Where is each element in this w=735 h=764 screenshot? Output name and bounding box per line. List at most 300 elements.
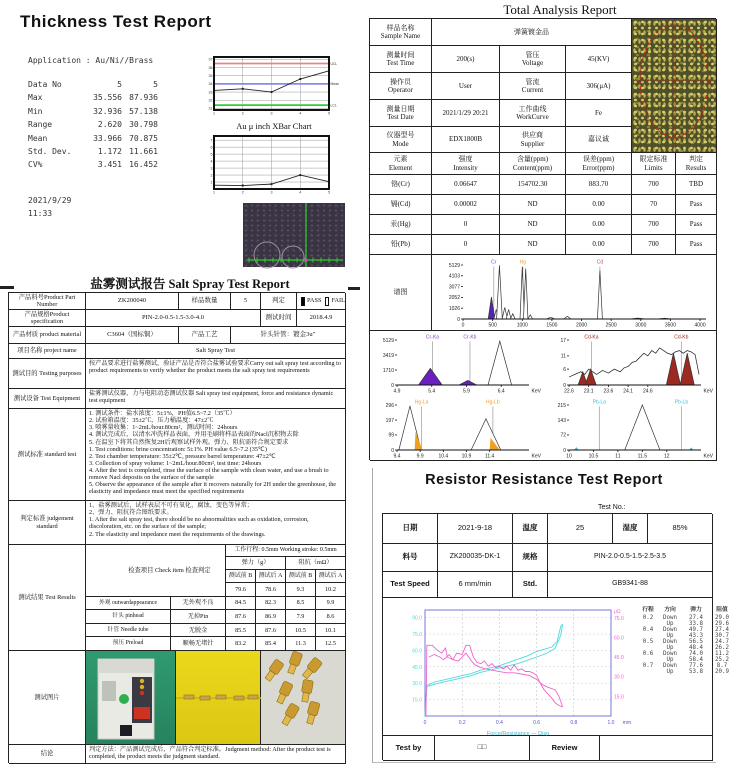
testby-value: □□ (435, 736, 530, 761)
data-row: Up 33.8 29.6 (666, 621, 729, 627)
svg-text:6: 6 (563, 366, 566, 373)
data-row: Up 53.8 20.9 (666, 669, 729, 675)
data-header-cell: 行程 (642, 607, 654, 613)
info-value-cell: 306(μA) (566, 73, 632, 100)
purpose-label: 测试目的 Testing purposes (9, 359, 86, 389)
svg-text:0: 0 (423, 720, 427, 726)
process-label: 产品工艺 (179, 327, 231, 344)
check-judge-cell: 无掉Pin (171, 610, 226, 624)
svg-text:3419: 3419 (382, 352, 394, 359)
resistor-curves-chart (397, 602, 633, 738)
impedance-group-header: 阻抗（mΩ） (286, 557, 346, 570)
element-value-cell: 70 (632, 195, 676, 215)
divider-dash-left (0, 286, 14, 289)
svg-text:LCL: LCL (330, 103, 337, 108)
data-row: 0.7 Down 77.6 8.7 (642, 663, 728, 669)
judgement-line: 1. After the salt spray test, there should be no abnormalities such as oxidation, corrosion, discoloration, etc. on the surface of the sample; (89, 516, 309, 531)
standard-line: 1. 测试条件：盐水浓度：5±1%，PH值6.5~7.2（35℃） (89, 410, 236, 417)
info-label-cell: 样品名称 Sample Name (370, 19, 432, 46)
result-value-cell: 87.6 (256, 624, 286, 638)
data-header-cell: 方向 (664, 607, 676, 613)
check-item-cell: 针头 pinhead (86, 610, 171, 624)
sub-header-cell: 测试后 A (316, 570, 346, 583)
data-row: Up 43.3 30.7 (666, 633, 729, 639)
standard-line: 5. Observe the appearance of the sample after it recovers naturally for 2H under the greenhouse, the elasticity and impedance must meet the specified requirements (89, 481, 337, 496)
thickness-report-time: 11:33 (28, 209, 53, 218)
svg-text:0: 0 (563, 447, 566, 454)
standard-line: 2. 试验箱温度：35±2℃，压力桶温度：47±2℃ (89, 417, 214, 425)
data-header-cell: 阻值 (716, 607, 728, 613)
check-judge-header: 检查判定 (171, 545, 226, 597)
info-value-cell: 2021/1/29 20:21 (432, 100, 500, 127)
stat-row: Max 35.556 87.936 (28, 93, 158, 103)
svg-text:Pb-Lb: Pb-Lb (674, 399, 689, 405)
stat-row: Mean 33.966 70.875 (28, 133, 158, 143)
result-value-cell: 83.2 (226, 637, 256, 651)
svg-text:9.9: 9.9 (416, 453, 424, 459)
element-value-cell: Pass (676, 195, 717, 215)
svg-text:32: 32 (208, 98, 213, 103)
review-value (600, 736, 713, 761)
process-value: 针头针管：镀金3u" (231, 327, 346, 344)
svg-text:37: 37 (208, 57, 213, 62)
info-label-cell: 管压 Voltage (500, 46, 566, 73)
info-label-cell: 仪器型号 Mode (370, 127, 432, 153)
svg-text:0.2: 0.2 (458, 720, 466, 726)
check-judge-cell: 无脱金 (171, 624, 226, 638)
element-value-cell: 0.00 (566, 215, 632, 235)
svg-text:5: 5 (328, 111, 330, 116)
element-value-cell: 154702.30 (500, 175, 566, 195)
svg-text:1: 1 (213, 111, 215, 116)
info-label-cell: 工作曲线 WorkCurve (500, 100, 566, 127)
svg-text:Force/Resistance — Disp: Force/Resistance — Disp (486, 731, 550, 737)
element-value-cell: 700 (632, 235, 676, 255)
element-header-cell: 限定标准 Limits (632, 153, 676, 175)
result-value-cell: 9.9 (316, 597, 346, 611)
element-value-cell: 700 (632, 175, 676, 195)
stat-row: Min 32.936 57.138 (28, 106, 158, 116)
svg-text:KeV: KeV (531, 453, 541, 459)
project-label: 项目名称 project name (9, 344, 86, 359)
result-value-cell: 11.3 (286, 637, 316, 651)
svg-text:72: 72 (560, 432, 566, 439)
application-line: Application : Au/Ni//Brass (28, 56, 154, 65)
project-value: Salt Spray Test (86, 344, 346, 359)
svg-text:45.0: 45.0 (412, 664, 422, 671)
check-item-cell: 针管 Needle tube (86, 624, 171, 638)
info-label-cell: 供应商 Supplier (500, 127, 566, 153)
svg-text:11: 11 (615, 453, 621, 459)
element-value-cell: 883.70 (566, 175, 632, 195)
result-value-cell: 10.5 (286, 624, 316, 638)
svg-text:mm: mm (622, 720, 631, 726)
standard-line: 1. Test conditions: brine concentration: 5±1%. PH value 6.5~7.2 (35℃) (89, 445, 267, 453)
svg-text:0.8: 0.8 (570, 720, 578, 726)
thickness-stats-table (28, 80, 158, 174)
standard-line: 4. 测试完成后，以清水冲洗样品表面，并用毛刷将样品表面的Nacl沉积物去除 (89, 431, 299, 439)
svg-text:2000: 2000 (575, 322, 587, 328)
conclusion-text: 判定方法：产品测试完成后，产品符合判定标准。Judgment method: After the product test is completed, the product meets the judgment standard. (86, 745, 346, 764)
svg-text:500: 500 (487, 322, 497, 328)
data-row: 0.6 Down 74.0 11.2 (642, 651, 729, 657)
part-number-label: 产品料号Product Part Number (9, 293, 86, 310)
date-value: 2021-9-18 (438, 514, 513, 544)
result-value-cell: 87.6 (226, 610, 256, 624)
svg-text:296: 296 (385, 402, 394, 409)
svg-text:Cr-Kb: Cr-Kb (463, 334, 477, 341)
xbar-chart-title: Au μ inch XBar Chart (236, 121, 312, 131)
check-judge-cell: 顺畅无堵针 (171, 637, 226, 651)
stat-row: CV% 3.451 16.452 (28, 160, 158, 170)
resistor-report-title: Resistor Resistance Test Report (425, 472, 663, 488)
svg-text:1026: 1026 (448, 305, 460, 312)
stroke-header: 工作行程: 0.5mm Working stroke: 0.5mm (226, 545, 346, 557)
temp-value: 25 (548, 514, 613, 544)
humidity-value: 85% (648, 514, 713, 544)
main-spectrum-chart (432, 255, 717, 331)
svg-text:15.0: 15.0 (614, 694, 624, 701)
svg-text:KeV: KeV (531, 388, 541, 395)
result-value-cell: 78.6 (256, 583, 286, 597)
svg-text:2: 2 (210, 173, 213, 178)
svg-text:197: 197 (385, 417, 394, 424)
svg-text:34: 34 (208, 82, 213, 87)
svg-text:3000: 3000 (634, 322, 646, 328)
element-value-cell: 0 (432, 215, 500, 235)
element-value-cell: 0.00 (566, 235, 632, 255)
svg-text:1: 1 (213, 190, 215, 195)
svg-text:99: 99 (388, 432, 394, 439)
svg-text:3: 3 (210, 166, 213, 171)
svg-text:5129: 5129 (448, 262, 460, 269)
data-row: Up 58.4 25.2 (666, 657, 729, 663)
xbar-range-chart (203, 133, 347, 197)
svg-text:4.9: 4.9 (393, 388, 401, 395)
conclusion-label: 结论 (9, 745, 86, 764)
svg-text:7: 7 (210, 138, 213, 143)
date-label: 日期 (383, 514, 438, 544)
fail-checkbox-icon[interactable] (325, 297, 329, 306)
testby-label: Test by (383, 736, 435, 761)
svg-text:1: 1 (210, 180, 213, 185)
svg-text:36: 36 (208, 65, 213, 70)
svg-text:0.4: 0.4 (495, 720, 503, 726)
element-value-cell: 0 (432, 235, 500, 255)
svg-text:5129: 5129 (382, 337, 394, 344)
std-value: GB9341-88 (548, 572, 713, 598)
svg-text:10.5: 10.5 (588, 453, 599, 459)
element-name-cell: 铬(Cr) (370, 175, 432, 195)
sub-header-cell: 测试前 B (286, 570, 316, 583)
svg-text:2052: 2052 (448, 294, 460, 301)
microscope-image (243, 203, 345, 267)
temp-label: 温度 (513, 514, 548, 544)
cr-spectrum-chart (371, 331, 543, 395)
std-label: Std. (513, 572, 548, 598)
data-row: Up 48.4 26.2 (666, 645, 729, 651)
sub-header-cell: 测试前 B (226, 570, 256, 583)
pn-value: ZK200035-DK-1 (438, 544, 513, 572)
xbar-mean-chart (203, 54, 347, 118)
svg-text:5.4: 5.4 (428, 388, 436, 395)
result-value-cell: 84.5 (226, 597, 256, 611)
svg-text:31: 31 (208, 106, 213, 111)
pictures-label: 测试图片 (9, 651, 86, 745)
svg-text:9.4: 9.4 (393, 453, 401, 459)
svg-text:μΩ: μΩ (614, 609, 621, 615)
info-label-cell: 管流 Current (500, 73, 566, 100)
svg-text:Hg: Hg (519, 259, 526, 265)
svg-text:Cr-Ka: Cr-Ka (425, 334, 439, 341)
results-label: 测试结果 Test Results (9, 545, 86, 651)
element-value-cell: ND (500, 195, 566, 215)
element-header-cell: 误差(ppm) Error(ppm) (566, 153, 632, 175)
result-value-cell: 86.9 (256, 610, 286, 624)
svg-text:Cd-Ka: Cd-Ka (584, 334, 599, 341)
qty-label: 样品数量 (179, 293, 231, 310)
svg-text:Cr: Cr (490, 259, 496, 265)
svg-text:75.0: 75.0 (412, 632, 422, 639)
svg-text:5: 5 (328, 190, 330, 195)
sub-header-cell: 测试后 A (256, 570, 286, 583)
svg-text:10: 10 (566, 453, 572, 459)
element-header-cell: 含量(ppm) Content(ppm) (500, 153, 566, 175)
svg-text:90.0: 90.0 (412, 615, 422, 622)
svg-text:0: 0 (563, 382, 566, 389)
svg-text:3500: 3500 (664, 322, 676, 328)
svg-text:10.9: 10.9 (461, 453, 472, 459)
svg-text:4: 4 (299, 111, 302, 116)
pass-fail-cell (297, 293, 346, 310)
total-report-title: Total Analysis Report (503, 2, 617, 17)
svg-text:1710: 1710 (382, 367, 394, 374)
svg-text:23.6: 23.6 (603, 388, 614, 395)
standard-line: 2. Test chamber temperature: 35±2℃, pressure barrel temperature: 47±2℃ (89, 452, 276, 460)
standard-line: 3. Collection of spray volume: 1~2mL/hour.80cm², test time: 24hours (89, 459, 262, 467)
data-row: 0.4 Down 49.7 27.4 (642, 627, 729, 633)
info-value-cell: 200(s) (432, 46, 500, 73)
review-label: Review (530, 736, 600, 761)
material-value: C3604（国标铜） (86, 327, 179, 344)
svg-text:24.6: 24.6 (642, 388, 653, 395)
svg-text:Pb-La: Pb-La (592, 399, 606, 405)
total-analysis-table (369, 18, 716, 460)
svg-text:Hg-La: Hg-La (414, 399, 429, 405)
element-header-cell: 元素 Element (370, 153, 432, 175)
svg-text:15.0: 15.0 (412, 697, 422, 704)
pass-label: PASS (306, 297, 322, 305)
stat-row: Std. Dev. 1.172 11.661 (28, 146, 158, 156)
info-value-cell: Fe (566, 100, 632, 127)
svg-text:24.1: 24.1 (623, 388, 633, 395)
svg-text:60.0: 60.0 (614, 635, 624, 642)
element-name-cell: 汞(Hg) (370, 215, 432, 235)
element-value-cell: 0.00002 (432, 195, 500, 215)
result-value-cell: 10.2 (316, 583, 346, 597)
svg-text:1500: 1500 (545, 322, 557, 328)
element-value-cell: ND (500, 215, 566, 235)
svg-text:5.9: 5.9 (462, 388, 470, 395)
salt-chamber-photo (86, 651, 176, 745)
svg-text:75.0: 75.0 (614, 615, 624, 622)
element-value-cell: Pass (676, 215, 717, 235)
result-value-cell: 8.6 (316, 610, 346, 624)
material-label: 产品材质 product material (9, 327, 86, 344)
svg-text:2500: 2500 (605, 322, 617, 328)
svg-text:6.4: 6.4 (497, 388, 505, 395)
element-header-cell: 强度 Intensity (432, 153, 500, 175)
element-value-cell: ND (500, 235, 566, 255)
stroke-data-table (639, 604, 735, 675)
spec-value: PIN-2.0-0.5-1.5-3.0-4.0 (86, 310, 261, 327)
svg-text:4: 4 (210, 159, 213, 164)
svg-text:35: 35 (208, 74, 213, 79)
svg-text:UCL: UCL (330, 61, 338, 66)
svg-text:3077: 3077 (448, 283, 460, 290)
standard-line: 5. 在温室下将其自然恢复2H后观察试样外观。弹力、阻抗需符合规定要求 (89, 438, 289, 446)
svg-text:Mean: Mean (330, 82, 339, 87)
data-row: 0.2 Down 27.4 29.0 (642, 615, 729, 621)
pass-checkbox-icon[interactable] (301, 297, 305, 306)
info-value-cell: EDX1800B (432, 127, 500, 153)
svg-text:4000: 4000 (694, 322, 706, 328)
stat-row: Range 2.620 30.798 (28, 120, 158, 130)
result-value-cell: 79.6 (226, 583, 256, 597)
check-item-header: 检查项目 Check item (86, 545, 226, 597)
svg-text:1.0: 1.0 (607, 720, 615, 726)
humidity-label: 湿度 (613, 514, 648, 544)
svg-text:10.4: 10.4 (438, 453, 449, 459)
spec-label: 产品规格Product specification (9, 310, 86, 327)
check-item-cell: 外观 outwardappearance (86, 597, 171, 611)
result-value-cell: 12.5 (316, 637, 346, 651)
svg-text:0: 0 (461, 322, 464, 328)
info-value-cell: User (432, 73, 500, 100)
result-value-cell: 9.3 (286, 583, 316, 597)
svg-text:33: 33 (208, 90, 213, 95)
spec-label: 规格 (513, 544, 548, 572)
thickness-report-title: Thickness Test Report (20, 12, 212, 31)
pins-on-yellow-photo (176, 651, 261, 745)
svg-text:2: 2 (241, 190, 244, 195)
info-label-cell: 测量时间 Test Time (370, 46, 432, 73)
svg-text:1000: 1000 (516, 322, 528, 328)
speed-value: 6 mm/min (438, 572, 513, 598)
pb-spectrum-chart (543, 396, 715, 460)
svg-text:3: 3 (270, 111, 273, 116)
svg-text:0: 0 (391, 382, 394, 389)
info-label-cell: 操作员 Operator (370, 73, 432, 100)
svg-text:215: 215 (557, 402, 566, 409)
divider-dash-right (348, 287, 360, 290)
element-name-cell: 铅(Pb) (370, 235, 432, 255)
svg-text:30.0: 30.0 (412, 681, 422, 688)
element-value-cell: 0.00 (566, 195, 632, 215)
data-header-cell: 弹力 (690, 607, 702, 613)
svg-text:22.6: 22.6 (564, 388, 574, 395)
result-value-cell: 82.3 (256, 597, 286, 611)
svg-text:60.0: 60.0 (412, 648, 422, 655)
svg-text:2: 2 (241, 111, 244, 116)
svg-text:3: 3 (270, 190, 273, 195)
judgement-line: 1、盐雾测试后，试样表层不可有氧化，腐蚀、变色等异常； (89, 502, 253, 509)
svg-text:4103: 4103 (448, 273, 460, 280)
svg-text:11: 11 (560, 353, 566, 360)
svg-text:Cd-Kb: Cd-Kb (674, 334, 689, 341)
svg-text:12: 12 (663, 453, 670, 459)
svg-text:5: 5 (210, 152, 213, 157)
info-label-cell: 测量日期 Test Date (370, 100, 432, 127)
resistor-table (382, 513, 729, 760)
svg-text:23.1: 23.1 (583, 388, 594, 395)
gold-pins-photo (261, 651, 346, 745)
svg-text:143: 143 (557, 417, 566, 424)
equipment-text: 盐雾测试仪器，力与电阻动态测试仪器 Salt spray test equipment, force and resistance dynamic test equipment (86, 389, 346, 409)
judgement-line: 2. The elasticity and impedance meet the requirements of the drawings. (89, 530, 266, 538)
hg-spectrum-chart (371, 396, 543, 460)
stat-row: Data No 5 5 (28, 80, 158, 89)
element-value-cell: Pass (676, 235, 717, 255)
standard-text (86, 409, 346, 501)
judge-label: 判定 (261, 293, 297, 310)
resistor-chart-area (383, 598, 729, 737)
pn-label: 料号 (383, 544, 438, 572)
test-no-label: Test No.: (598, 504, 626, 511)
svg-text:KeV: KeV (703, 453, 713, 459)
element-name-cell: 镉(Cd) (370, 195, 432, 215)
svg-text:11.5: 11.5 (637, 453, 648, 459)
standard-label: 测试标准 standard test (9, 409, 86, 501)
svg-text:0.6: 0.6 (533, 720, 541, 726)
element-value-cell: TBD (676, 175, 717, 195)
svg-text:45.0: 45.0 (614, 655, 624, 662)
judgement-label: 判定标准 judgement standard (9, 501, 86, 545)
test-time-label: 测试时间 (261, 310, 297, 327)
result-value-cell: 85.5 (226, 624, 256, 638)
data-row: 0.5 Down 56.5 24.7 (642, 639, 729, 645)
element-spectra-grid (370, 331, 717, 461)
standard-line: 4. After the test is completed, rinse the surface of the sample with clean water, and use a brush to remove Nacl deposits on the surface of the sample (89, 467, 329, 482)
result-value-cell: 10.1 (316, 624, 346, 638)
svg-text:Hg-Lb: Hg-Lb (486, 399, 500, 405)
sample-springs-photo (632, 19, 717, 153)
check-judge-cell: 无外观不良 (171, 597, 226, 611)
svg-text:0: 0 (456, 316, 460, 323)
svg-text:17: 17 (560, 337, 566, 344)
info-value-cell: 45(KV) (566, 46, 632, 73)
speed-label: Test Speed (383, 572, 438, 598)
svg-text:6: 6 (210, 145, 213, 150)
fail-label: FAIL (331, 297, 345, 305)
result-value-cell: 8.5 (286, 597, 316, 611)
svg-text:Cd: Cd (596, 259, 603, 265)
spectrum-label-cell: 谱图 (370, 255, 432, 331)
svg-text:KeV: KeV (703, 388, 713, 395)
svg-text:11.4: 11.4 (484, 453, 495, 459)
equipment-label: 测试设备 Test Equipment (9, 389, 86, 409)
element-value-cell: 700 (632, 215, 676, 235)
svg-text:4: 4 (299, 190, 302, 195)
svg-text:0: 0 (391, 447, 394, 454)
test-time-value: 2018.4.9 (297, 310, 346, 327)
spec-value: PIN-2.0-0.5-1.5-2.5-3.5 (548, 544, 713, 572)
judgement-text (86, 501, 346, 545)
standard-line: 3. 喷雾量收集：1~2mL/hour.80cm²，测试时间：24hours (89, 424, 238, 432)
result-value-cell: 7.9 (286, 610, 316, 624)
force-group-header: 弹力（g） (226, 557, 286, 570)
qty-value: 5 (231, 293, 261, 310)
